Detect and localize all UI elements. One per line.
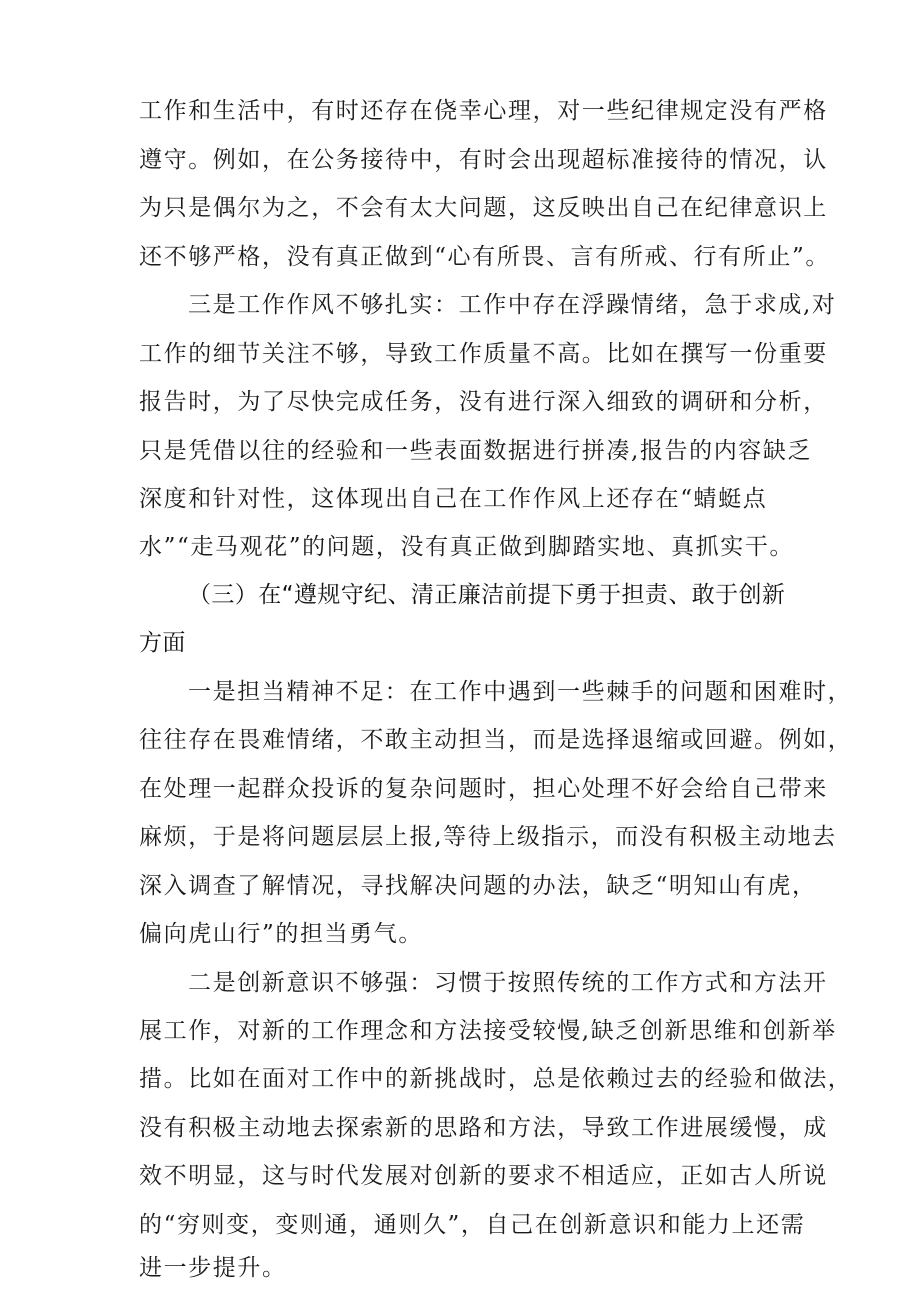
paragraph-2-line-2: 工作的细节关注不够，导致工作质量不高。比如在撰写一份重要 bbox=[139, 341, 828, 367]
paragraph-4-line-1: 二是创新意识不够强：习惯于按照传统的工作方式和方法开 bbox=[188, 970, 828, 996]
section-heading-line-1: （三）在“遵规守纪、清正廉洁前提下勇于担责、敢于创新 bbox=[188, 582, 786, 608]
paragraph-4-line-6: 的“穷则变，变则通，通则久”，自己在创新意识和能力上还需 bbox=[139, 1212, 806, 1238]
paragraph-4-line-5: 效不明显，这与时代发展对创新的要求不相适应，正如古人所说 bbox=[139, 1163, 828, 1189]
paragraph-1-line-3: 为只是偶尔为之，不会有太大问题，这反映出自己在纪律意识上 bbox=[139, 195, 828, 221]
paragraph-3-line-4: 麻烦，于是将问题层层上报,等待上级指示，而没有积极主动地去 bbox=[139, 824, 837, 850]
paragraph-2-line-1: 三是工作作风不够扎实：工作中存在浮躁情绪，急于求成,对 bbox=[188, 292, 837, 318]
paragraph-4-line-7: 进一步提升。 bbox=[139, 1255, 287, 1281]
paragraph-1-line-1: 工作和生活中，有时还存在侥幸心理，对一些纪律规定没有严格 bbox=[139, 98, 828, 124]
paragraph-3-line-3: 在处理一起群众投诉的复杂问题时，担心处理不好会给自己带来 bbox=[139, 776, 828, 802]
paragraph-2-line-6: 水”“走马观花”的问题，没有真正做到脚踏实地、真抓实干。 bbox=[139, 534, 795, 560]
paragraph-1-line-2: 遵守。例如，在公务接待中，有时会出现超标准接待的情况，认 bbox=[139, 147, 828, 173]
paragraph-1-line-4: 还不够严格，没有真正做到“心有所畏、言有所戒、行有所止”。 bbox=[139, 244, 830, 270]
paragraph-4-line-2: 展工作，对新的工作理念和方法接受较慢,缺乏创新思维和创新举 bbox=[139, 1018, 837, 1044]
paragraph-2-line-3: 报告时，为了尽快完成任务，没有进行深入细致的调研和分析， bbox=[139, 389, 828, 415]
paragraph-3-line-2: 往往存在畏难情绪，不敢主动担当，而是选择退缩或回避。例如， bbox=[139, 727, 853, 753]
paragraph-3-line-1: 一是担当精神不足：在工作中遇到一些棘手的问题和困难时， bbox=[188, 679, 853, 705]
paragraph-2-line-5: 深度和针对性，这体现出自己在工作作风上还存在“蜻蜓点 bbox=[139, 486, 768, 512]
paragraph-2-line-4: 只是凭借以往的经验和一些表面数据进行拼凑,报告的内容缺乏 bbox=[139, 438, 813, 464]
paragraph-4-line-4: 没有积极主动地去探索新的思路和方法，导致工作进展缓慢，成 bbox=[139, 1115, 828, 1141]
paragraph-3-line-5: 深入调查了解情况，寻找解决问题的办法，缺乏“明知山有虎， bbox=[139, 873, 817, 899]
section-heading-line-2: 方面 bbox=[139, 630, 186, 656]
paragraph-4-line-3: 措。比如在面对工作中的新挑战时，总是依赖过去的经验和做法， bbox=[139, 1066, 853, 1092]
paragraph-3-line-6: 偏向虎山行”的担当勇气。 bbox=[139, 921, 423, 947]
